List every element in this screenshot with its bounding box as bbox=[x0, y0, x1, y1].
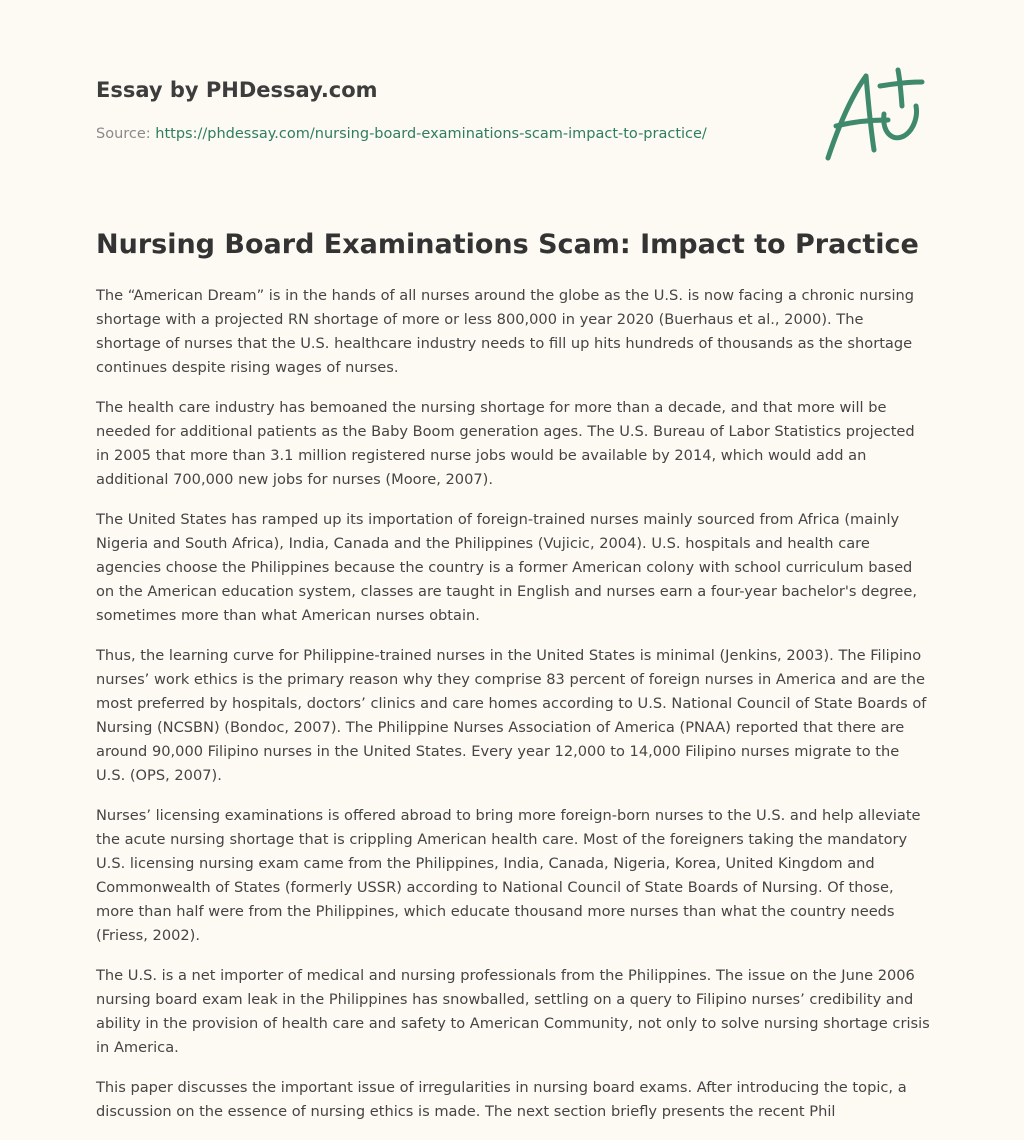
article-title: Nursing Board Examinations Scam: Impact to Practice bbox=[96, 229, 919, 260]
a-plus-grade-logo-icon bbox=[822, 66, 926, 164]
article-paragraph: Thus, the learning curve for Philippine-trained nurses in the United States is minimal (Jenkins, 2003). The Filipino nurses’ work ethics is the primary reason why they comprise 83 percent of foreign nurses in America and are the most preferred by hospitals, doctors’ clinics and care homes according to U.S. National Council of State Boards of Nursing (NCSBN) (Bondoc, 2007). The Philippine Nurses Association of America (PNAA) reported that there are around 90,000 Filipino nurses in the United States. Every year 12,000 to 14,000 Filipino nurses migrate to the U.S. (OPS, 2007). bbox=[96, 647, 927, 784]
page-header bbox=[96, 74, 796, 144]
site-brand: Essay by PHDessay.com bbox=[96, 78, 378, 102]
article-paragraph: The health care industry has bemoaned the nursing shortage for more than a decade, and that more will be needed for additional patients as the Baby Boom generation ages. The U.S. Bureau of Labor Statistics projected in 2005 that more than 3.1 million registered nurse jobs would be available by 2014, which would add an additional 700,000 new jobs for nurses (Moore, 2007). bbox=[96, 399, 915, 488]
article-paragraph: The “American Dream” is in the hands of all nurses around the globe as the U.S. is now facing a chronic nursing shortage with a projected RN shortage of more or less 800,000 in year 2020 (Buerhaus et al., 2000). The shortage of nurses that the U.S. healthcare industry needs to fill up hits hundreds of thousands as the shortage continues despite rising wages of nurses. bbox=[96, 287, 915, 376]
source-line bbox=[96, 124, 796, 144]
article-paragraph: The United States has ramped up its importation of foreign-trained nurses mainly sourced from Africa (mainly Nigeria and South Africa), India, Canada and the Philippines (Vujicic, 2004). U.S. hospitals and health care agencies choose the Philippines because the country is a former American colony with school curriculum based on the American education system, classes are taught in English and nurses earn a four-year bachelor's degree, sometimes more than what American nurses obtain. bbox=[96, 511, 917, 624]
article-paragraph: This paper discusses the important issue of irregularities in nursing board exams. After introducing the topic, a discussion on the essence of nursing ethics is made. The next section briefly presents the recent Phil bbox=[96, 1079, 907, 1120]
article-body bbox=[96, 284, 932, 1140]
article-paragraph: Nurses’ licensing examinations is offered abroad to bring more foreign-born nurses to the U.S. and help alleviate the acute nursing shortage that is crippling American health care. Most of the foreigners taking the mandatory U.S. licensing nursing exam came from the Philippines, India, Canada, Nigeria, Korea, United Kingdom and Commonwealth of States (formerly USSR) according to National Council of State Boards of Nursing. Of those, more than half were from the Philippines, which educate thousand more nurses than what the country needs (Friess, 2002). bbox=[96, 807, 921, 944]
source-label: Source: bbox=[96, 126, 151, 142]
source-link[interactable]: https://phdessay.com/nursing-board-examinations-scam-impact-to-practice/ bbox=[155, 126, 707, 142]
article-paragraph: The U.S. is a net importer of medical and nursing professionals from the Philippines. The issue on the June 2006 nursing board exam leak in the Philippines has snowballed, settling on a query to Filipino nurses’ credibility and ability in the provision of health care and safety to American Community, not only to solve nursing shortage crisis in America. bbox=[96, 967, 930, 1056]
